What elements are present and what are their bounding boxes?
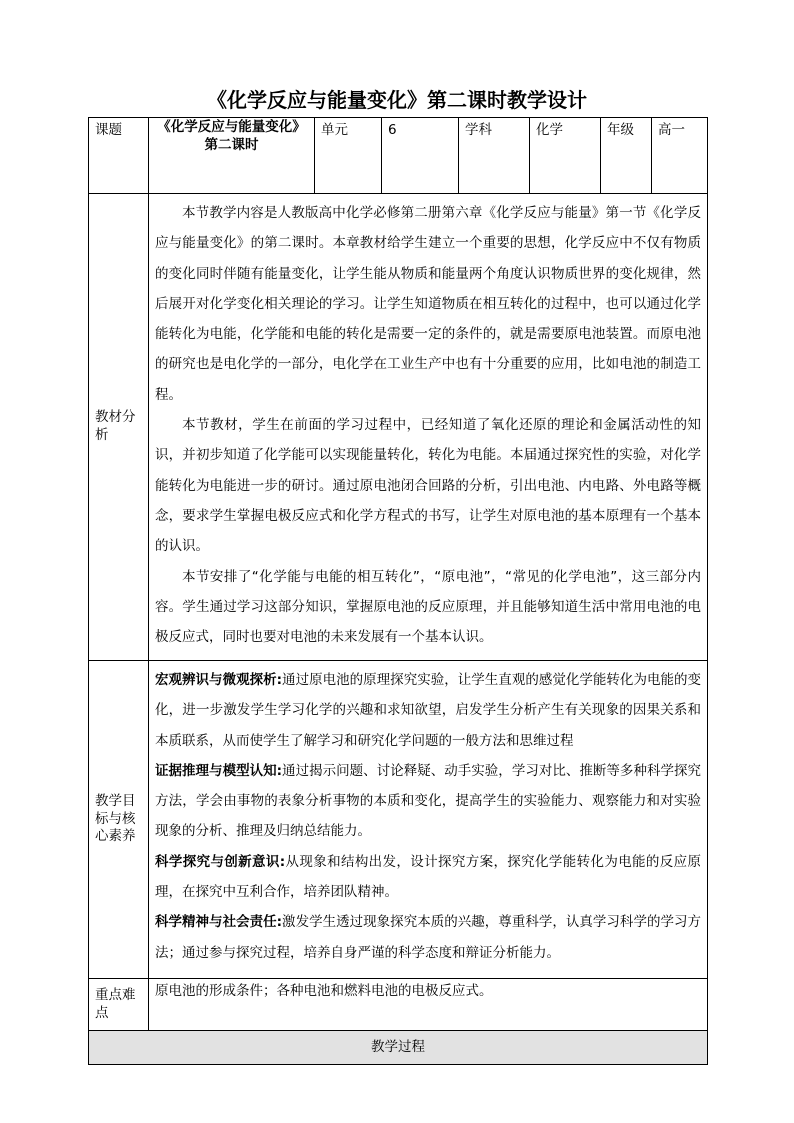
goal-heading: 宏观辨识与微观探析: <box>155 672 283 688</box>
goal-heading: 证据推理与模型认知: <box>155 762 283 779</box>
analysis-paragraph: 本节教学内容是人教版高中化学必修第二册第六章《化学反应与能量》第一节《化学反应与能量变化》的第二课时。本章教材给学生建立一个重要的思想，化学反应中不仅有物质的变化同时伴随有能量变化，让学生能从物质和能量两个角度认识物质世界的变化规律，然后展开对化学变化相关理论的学习。让学生知道物质在相互转化的过程中，也可以通过化学能转化为电能，化学能和电能的转化是需要一定的条件的，就是需要原电池装置。而原电池的研究也是电化学的一部分，电化学在工业生产中也有十分重要的应用，比如电池的制造工程。 <box>155 205 701 403</box>
material-analysis-content <box>149 194 708 661</box>
material-analysis-row <box>89 194 708 661</box>
goal-item <box>155 756 701 847</box>
grade-value: 高一 <box>652 118 708 194</box>
topic-label: 课题 <box>89 118 149 194</box>
unit-label: 单元 <box>315 118 382 194</box>
analysis-paragraph: 本节教材，学生在前面的学习过程中，已经知道了氧化还原的理论和金属活动性的知识，并初步知道了化学能可以实现能量转化，转化为电能。本届通过探究性的实验，对化学能转化为电能进一步的研讨。通过原电池闭合回路的分析，引出电池、内电路、外电路等概念，要求学生掌握电极反应式和化学方程式的书写，让学生对原电池的基本原理有一个基本的认识。 <box>155 417 701 555</box>
goals-content <box>149 661 708 979</box>
subject-label: 学科 <box>459 118 530 194</box>
goal-item <box>155 907 701 968</box>
process-row <box>89 1031 708 1065</box>
goal-heading: 科学探究与创新意识: <box>155 853 286 870</box>
goal-item <box>155 847 701 908</box>
goal-item <box>155 665 701 756</box>
process-header: 教学过程 <box>89 1031 708 1065</box>
lesson-plan-table <box>88 117 708 1065</box>
subject-value: 化学 <box>530 118 601 194</box>
goal-text: 激发学生透过现象探究本质的兴趣，尊重科学，认真学习科学的学习方法；通过参与探究过程，培养自身严谨的科学态度和辩证分析能力。 <box>155 914 702 961</box>
analysis-paragraph: 本节安排了“化学能与电能的相互转化”，“原电池”，“常见的化学电池”，这三部分内容。学生通过学习这部分知识，掌握原电池的反应原理，并且能够知道生活中常用电池的电极反应式，同时也要对电池的未来发展有一个基本认识。 <box>155 568 701 646</box>
header-row <box>89 118 708 194</box>
grade-label: 年级 <box>601 118 652 194</box>
goals-row <box>89 661 708 979</box>
key-points-text: 原电池的形成条件；各种电池和燃料电池的电极反应式。 <box>149 979 708 1031</box>
goal-text: 通过原电池的原理探究实验，让学生直观的感觉化学能转化为电能的变化，进一步激发学生学习化学的兴趣和求知欲望，启发学生分析产生有关现象的因果关系和本质联系，从而使学生了解学习和研究化学问题的一般方法和思维过程 <box>155 672 702 749</box>
key-points-row <box>89 979 708 1031</box>
goal-text: 从现象和结构出发，设计探究方案，探究化学能转化为电能的反应原理，在探究中互利合作，培养团队精神。 <box>155 853 701 901</box>
unit-value: 6 <box>382 118 459 194</box>
goal-text: 通过揭示问题、讨论释疑、动手实验，学习对比、推断等多种科学探究方法，学会由事物的表象分析事物的本质和变化，提高学生的实验能力、观察能力和对实验现象的分析、推理及归纳总结能力。 <box>155 762 702 840</box>
topic-value: 《化学反应与能量变化》第二课时 <box>149 118 315 194</box>
document-title: 《化学反应与能量变化》第二课时教学设计 <box>207 88 587 112</box>
material-analysis-label: 教材分析 <box>89 194 149 661</box>
goals-label: 教学目标与核心素养 <box>89 661 149 979</box>
key-points-label: 重点难点 <box>89 979 149 1031</box>
goal-heading: 科学精神与社会责任: <box>155 914 283 931</box>
